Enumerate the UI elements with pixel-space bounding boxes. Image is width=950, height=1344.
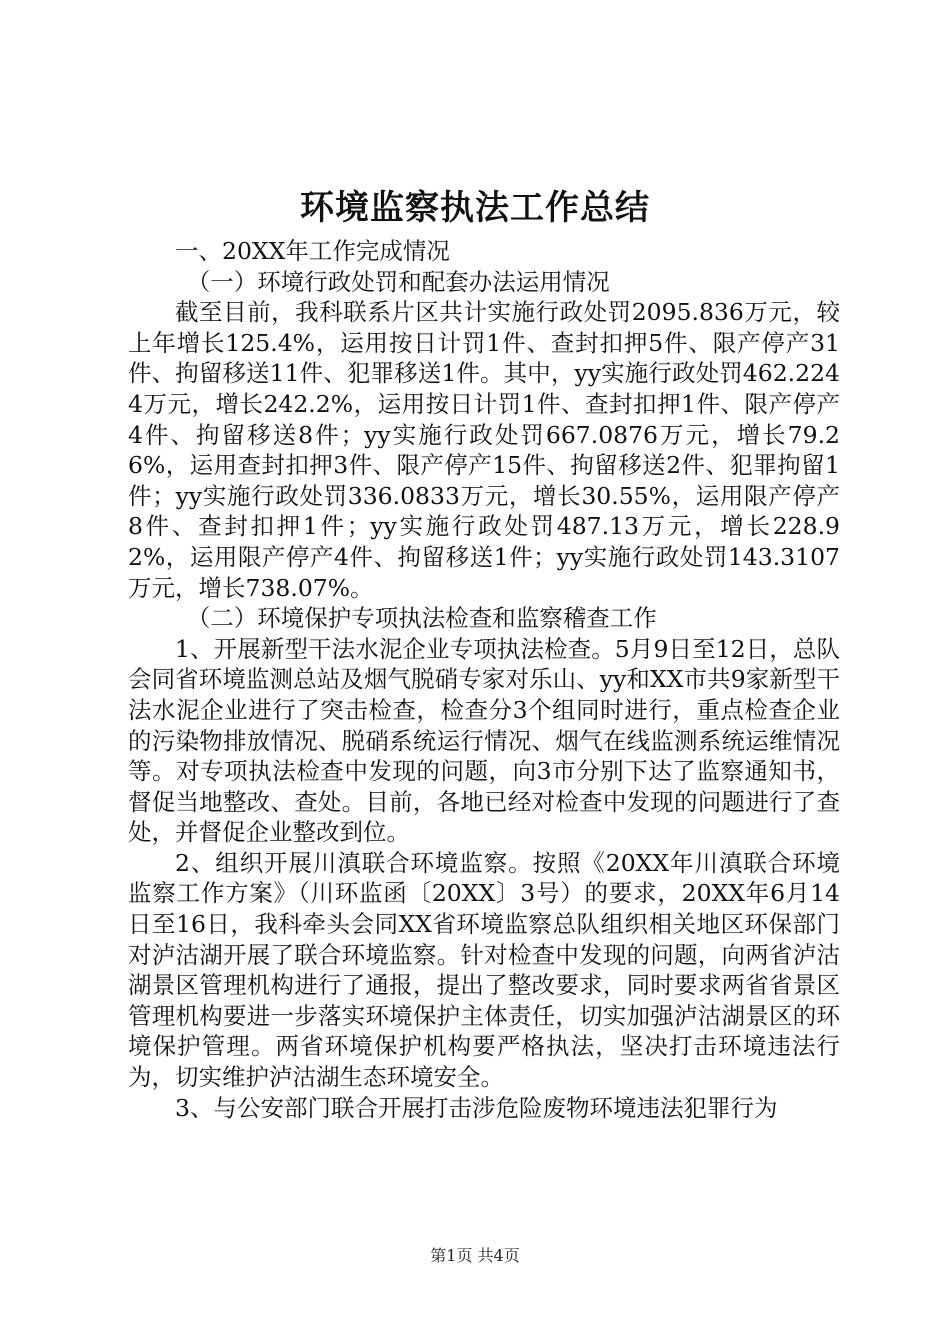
subsection-heading: （一）环境行政处罚和配套办法运用情况	[186, 267, 610, 296]
body-paragraph: 3、与公安部门联合开展打击涉危险废物环境违法犯罪行为	[175, 1093, 778, 1122]
document-title: 环境监察执法工作总结	[300, 188, 650, 228]
body-paragraph: 2、组织开展川滇联合环境监察。按照《20XX年川滇联合环境监察工作方案》（川环监函〔20XX〕3号）的要求，20XX年6月14日至16日，我科牵头会同XX省环境监察总队组织相关地区环保部门对泸沽湖开展了联合环境监察。针对检查中发现的问题，向两省泸沽湖景区管理机构进行了通报，提出了整改要求，同时要求两省省景区管理机构要进一步落实环境保护主体责任，切实加强泸沽湖景区的环境保护管理。两省环境保护机构要严格执法，坚决打击环境违法行为，切实维护泸沽湖生态环境安全。	[128, 848, 840, 1092]
page-number-footer: 第1页 共4页	[430, 1246, 520, 1265]
section-heading: 一、20XX年工作完成情况	[175, 237, 450, 265]
subsection-heading: （二）环境保护专项执法检查和监察稽查工作	[186, 604, 657, 633]
document-body	[128, 236, 840, 1123]
body-paragraph: 截至目前，我科联系片区共计实施行政处罚2095.836万元，较上年增长125.4%，运用按日计罚1件、查封扣押5件、限产停产31件、拘留移送11件、犯罪移送1件。其中，yy实施行政处罚462.2244万元，增长242.2%，运用按日计罚1件、查封扣押1件、限产停产4件、拘留移送8件；yy实施行政处罚667.0876万元，增长79.26%，运用查封扣押3件、限产停产15件、拘留移送2件、犯罪拘留1件；yy实施行政处罚336.0833万元，增长30.55%，运用限产停产8件、查封扣押1件；yy实施行政处罚487.13万元，增长228.92%，运用限产停产4件、拘留移送1件；yy实施行政处罚143.3107万元，增长738.07%。	[128, 298, 840, 602]
body-paragraph: 1、开展新型干法水泥企业专项执法检查。5月9日至12日，总队会同省环境监测总站及烟气脱硝专家对乐山、yy和XX市共9家新型干法水泥企业进行了突击检查，检查分3个组同时进行，重点检查企业的污染物排放情况、脱硝系统运行情况、烟气在线监测系统运维情况等。对专项执法检查中发现的问题，向3市分别下达了监察通知书，督促当地整改、查处。目前，各地已经对检查中发现的问题进行了查处，并督促企业整改到位。	[128, 634, 840, 847]
